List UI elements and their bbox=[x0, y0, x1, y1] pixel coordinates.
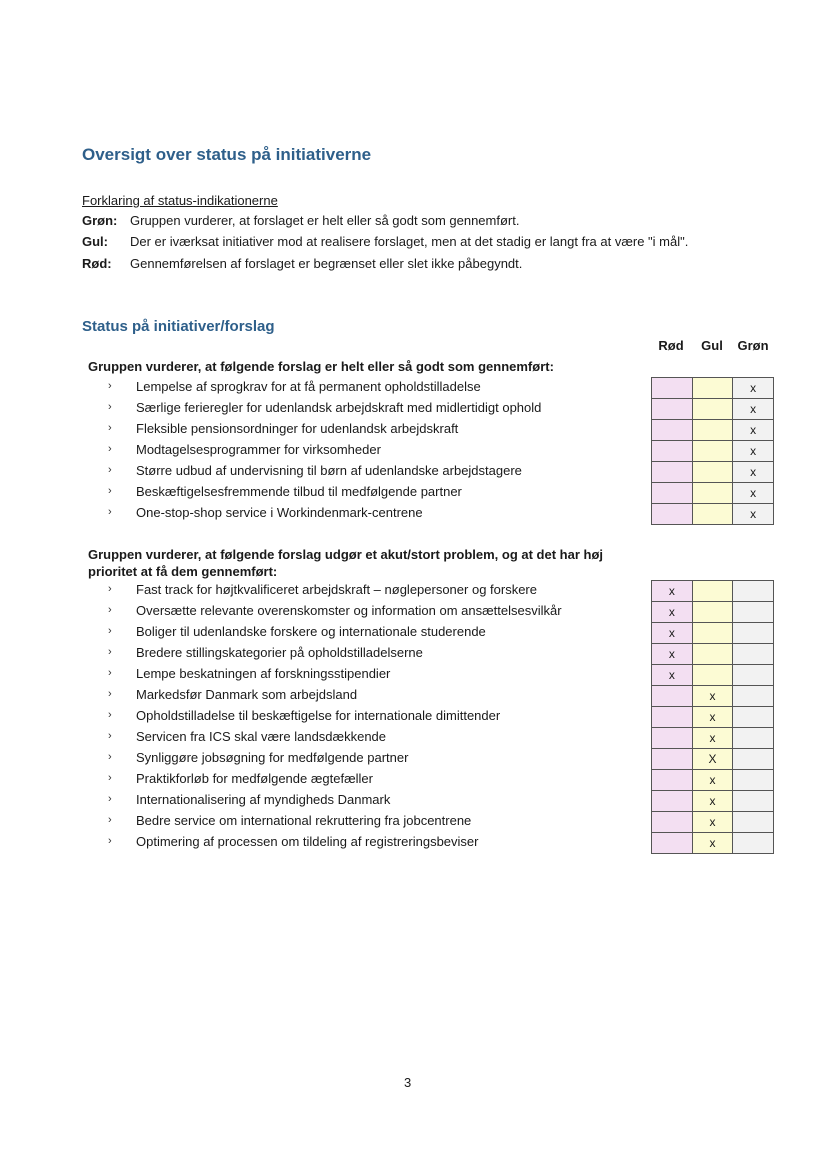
column-header-green: Grøn bbox=[737, 338, 769, 353]
legend-key: Grøn: bbox=[82, 213, 118, 228]
status-cell-green bbox=[733, 707, 774, 727]
status-cell-green bbox=[733, 665, 774, 685]
bullet-icon: › bbox=[108, 709, 112, 721]
bullet-icon: › bbox=[108, 422, 112, 434]
status-row bbox=[652, 665, 774, 686]
bullet-icon: › bbox=[108, 604, 112, 616]
list-item-text: Optimering af processen om tildeling af registreringsbeviser bbox=[136, 834, 479, 849]
status-cell-green bbox=[733, 770, 774, 790]
status-row bbox=[652, 441, 774, 462]
status-row bbox=[652, 378, 774, 399]
status-cell-red: x bbox=[652, 581, 693, 601]
status-cell-red bbox=[652, 399, 693, 419]
legend-row-green bbox=[82, 213, 519, 228]
list-item-text: Særlige ferieregler for udenlandsk arbejdskraft med midlertidigt ophold bbox=[136, 400, 542, 415]
list-item-text: Fast track for højtkvalificeret arbejdskraft – nøglepersoner og forskere bbox=[136, 582, 537, 597]
status-cell-green: x bbox=[733, 378, 774, 398]
status-cell-green bbox=[733, 791, 774, 811]
bullet-icon: › bbox=[108, 646, 112, 658]
bullet-icon: › bbox=[108, 751, 112, 763]
status-cell-yellow bbox=[693, 441, 734, 461]
status-cell-red bbox=[652, 462, 693, 482]
status-cell-yellow bbox=[693, 462, 734, 482]
list-item bbox=[108, 726, 386, 747]
list-item-text: Bedre service om international rekruttering fra jobcentrene bbox=[136, 813, 472, 828]
status-cell-red: x bbox=[652, 623, 693, 643]
status-cell-red bbox=[652, 504, 693, 524]
status-row bbox=[652, 581, 774, 602]
list-item bbox=[108, 376, 481, 397]
bullet-icon: › bbox=[108, 814, 112, 826]
status-cell-red: x bbox=[652, 602, 693, 622]
column-header-red: Rød bbox=[658, 338, 684, 353]
status-cell-yellow bbox=[693, 644, 734, 664]
list-item bbox=[108, 418, 458, 439]
legend-text: Gruppen vurderer, at forslaget er helt eller så godt som gennemført. bbox=[130, 213, 520, 228]
status-cell-red bbox=[652, 728, 693, 748]
status-row bbox=[652, 812, 774, 833]
list-item bbox=[108, 579, 537, 600]
status-cell-green bbox=[733, 623, 774, 643]
bullet-icon: › bbox=[108, 625, 112, 637]
status-cell-yellow: x bbox=[693, 791, 734, 811]
status-cell-green bbox=[733, 728, 774, 748]
list-item-text: Synliggøre jobsøgning for medfølgende partner bbox=[136, 750, 409, 765]
list-item bbox=[108, 789, 390, 810]
status-cell-red bbox=[652, 770, 693, 790]
status-row bbox=[652, 728, 774, 749]
list-item bbox=[108, 684, 357, 705]
status-cell-green: x bbox=[733, 483, 774, 503]
list-item-text: Opholdstilladelse til beskæftigelse for internationale dimittender bbox=[136, 708, 501, 723]
status-cell-red bbox=[652, 791, 693, 811]
list-item-text: Lempe beskatningen af forskningsstipendier bbox=[136, 666, 391, 681]
list-item-text: Større udbud af undervisning til børn af udenlandske arbejdstagere bbox=[136, 463, 522, 478]
list-item bbox=[108, 831, 479, 852]
list-item bbox=[108, 768, 373, 789]
bullet-icon: › bbox=[108, 730, 112, 742]
bullet-icon: › bbox=[108, 583, 112, 595]
status-cell-green bbox=[733, 644, 774, 664]
list-item-text: Internationalisering af myndigheds Danmark bbox=[136, 792, 391, 807]
status-cell-yellow bbox=[693, 665, 734, 685]
group1-heading: Gruppen vurderer, at følgende forslag er helt eller så godt som gennemført: bbox=[88, 359, 554, 374]
group1-status-grid bbox=[651, 377, 774, 525]
status-cell-green bbox=[733, 602, 774, 622]
list-item-text: Bredere stillingskategorier på opholdstilladelserne bbox=[136, 645, 423, 660]
status-cell-yellow: X bbox=[693, 749, 734, 769]
list-item bbox=[108, 705, 500, 726]
bullet-icon: › bbox=[108, 464, 112, 476]
status-cell-red bbox=[652, 812, 693, 832]
status-row bbox=[652, 833, 774, 854]
status-cell-red: x bbox=[652, 644, 693, 664]
status-cell-red bbox=[652, 749, 693, 769]
list-item bbox=[108, 600, 562, 621]
legend-key: Rød: bbox=[82, 256, 112, 271]
status-cell-green bbox=[733, 833, 774, 853]
status-cell-green bbox=[733, 749, 774, 769]
status-cell-yellow bbox=[693, 399, 734, 419]
list-item-text: Fleksible pensionsordninger for udenlandsk arbejdskraft bbox=[136, 421, 459, 436]
status-row bbox=[652, 749, 774, 770]
list-item bbox=[108, 810, 471, 831]
list-item-text: Beskæftigelsesfremmende tilbud til medfølgende partner bbox=[136, 484, 462, 499]
bullet-icon: › bbox=[108, 401, 112, 413]
list-item-text: Praktikforløb for medfølgende ægtefæller bbox=[136, 771, 373, 786]
bullet-icon: › bbox=[108, 506, 112, 518]
status-cell-red bbox=[652, 833, 693, 853]
status-cell-red bbox=[652, 420, 693, 440]
list-item-text: Boliger til udenlandske forskere og internationale studerende bbox=[136, 624, 486, 639]
bullet-icon: › bbox=[108, 443, 112, 455]
page-title: Oversigt over status på initiativerne bbox=[82, 145, 372, 164]
bullet-icon: › bbox=[108, 485, 112, 497]
status-cell-green: x bbox=[733, 420, 774, 440]
status-cell-green bbox=[733, 581, 774, 601]
status-cell-yellow: x bbox=[693, 707, 734, 727]
status-cell-red bbox=[652, 686, 693, 706]
status-cell-red bbox=[652, 483, 693, 503]
status-row bbox=[652, 462, 774, 483]
status-row bbox=[652, 399, 774, 420]
status-row bbox=[652, 504, 774, 525]
status-cell-yellow: x bbox=[693, 812, 734, 832]
status-cell-yellow bbox=[693, 420, 734, 440]
status-row bbox=[652, 644, 774, 665]
bullet-icon: › bbox=[108, 667, 112, 679]
list-item bbox=[108, 502, 423, 523]
column-header-yellow: Gul bbox=[701, 338, 723, 353]
status-row bbox=[652, 791, 774, 812]
status-row bbox=[652, 420, 774, 441]
status-cell-yellow bbox=[693, 581, 734, 601]
status-row bbox=[652, 707, 774, 728]
status-cell-yellow bbox=[693, 504, 734, 524]
status-cell-yellow bbox=[693, 623, 734, 643]
status-cell-green bbox=[733, 686, 774, 706]
status-row bbox=[652, 623, 774, 644]
status-cell-red bbox=[652, 441, 693, 461]
list-item-text: Oversætte relevante overenskomster og information om ansættelsesvilkår bbox=[136, 603, 562, 618]
status-cell-yellow: x bbox=[693, 833, 734, 853]
legend-text: Der er iværksat initiativer mod at realisere forslaget, men at det stadig er langt fra at være "i mål". bbox=[130, 234, 689, 249]
group2-heading: Gruppen vurderer, at følgende forslag udgør et akut/stort problem, og at det har høj prioritet at få dem gennemført: bbox=[88, 547, 603, 579]
status-cell-green: x bbox=[733, 399, 774, 419]
list-item-text: Lempelse af sprogkrav for at få permanent opholdstilladelse bbox=[136, 379, 481, 394]
status-cell-yellow bbox=[693, 602, 734, 622]
list-item bbox=[108, 642, 423, 663]
legend-row-red bbox=[82, 256, 522, 271]
list-item bbox=[108, 439, 381, 460]
legend-row-yellow bbox=[82, 234, 688, 249]
bullet-icon: › bbox=[108, 688, 112, 700]
status-cell-green: x bbox=[733, 441, 774, 461]
status-cell-green bbox=[733, 812, 774, 832]
status-cell-red: x bbox=[652, 665, 693, 685]
bullet-icon: › bbox=[108, 380, 112, 392]
status-cell-yellow bbox=[693, 378, 734, 398]
status-cell-green: x bbox=[733, 462, 774, 482]
status-cell-yellow: x bbox=[693, 686, 734, 706]
list-item bbox=[108, 747, 408, 768]
list-item bbox=[108, 397, 541, 418]
status-cell-red bbox=[652, 378, 693, 398]
status-row bbox=[652, 686, 774, 707]
status-cell-yellow: x bbox=[693, 770, 734, 790]
status-cell-yellow: x bbox=[693, 728, 734, 748]
status-row bbox=[652, 602, 774, 623]
list-item-text: Servicen fra ICS skal være landsdækkende bbox=[136, 729, 387, 744]
list-item-text: Markedsfør Danmark som arbejdsland bbox=[136, 687, 358, 702]
list-item-text: One-stop-shop service i Workindenmark-centrene bbox=[136, 505, 423, 520]
list-item bbox=[108, 460, 522, 481]
list-item-text: Modtagelsesprogrammer for virksomheder bbox=[136, 442, 381, 457]
legend-text: Gennemførelsen af forslaget er begrænset eller slet ikke påbegyndt. bbox=[130, 256, 523, 271]
section-subtitle: Status på initiativer/forslag bbox=[82, 318, 275, 335]
legend-heading: Forklaring af status-indikationerne bbox=[82, 193, 278, 208]
legend-key: Gul: bbox=[82, 234, 108, 249]
status-row bbox=[652, 483, 774, 504]
group2-status-grid bbox=[651, 580, 774, 854]
bullet-icon: › bbox=[108, 835, 112, 847]
list-item bbox=[108, 621, 486, 642]
status-cell-red bbox=[652, 707, 693, 727]
status-cell-green: x bbox=[733, 504, 774, 524]
bullet-icon: › bbox=[108, 772, 112, 784]
page-number: 3 bbox=[404, 1075, 412, 1090]
list-item bbox=[108, 663, 390, 684]
status-row bbox=[652, 770, 774, 791]
status-cell-yellow bbox=[693, 483, 734, 503]
list-item bbox=[108, 481, 462, 502]
bullet-icon: › bbox=[108, 793, 112, 805]
